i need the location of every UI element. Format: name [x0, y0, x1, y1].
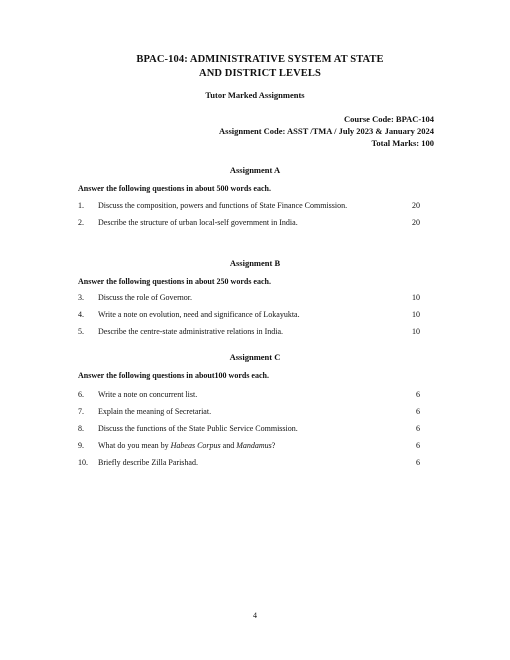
question-row — [78, 406, 430, 418]
question-text: Write a note on concurrent list. — [98, 390, 198, 399]
question-number: 6. — [78, 390, 84, 399]
question-number: 2. — [78, 218, 84, 227]
question-number: 9. — [78, 441, 84, 450]
total-marks: Total Marks: 100 — [371, 138, 434, 148]
question-text-italic: Mandamus — [236, 441, 272, 450]
question-marks: 6 — [416, 458, 420, 467]
section-instruction-a: Answer the following questions in about 500 words each. — [78, 184, 271, 193]
question-text: Describe the structure of urban local-self government in India. — [98, 218, 298, 227]
question-number: 7. — [78, 407, 84, 416]
question-text-part: and — [220, 441, 237, 450]
question-text-italic: Habeas Corpus — [170, 441, 221, 450]
question-number: 1. — [78, 201, 84, 210]
question-marks: 20 — [412, 201, 420, 210]
course-code: Course Code: BPAC-104 — [343, 114, 434, 124]
question-text: Discuss the role of Governor. — [98, 293, 192, 302]
question-marks: 6 — [416, 390, 420, 399]
section-heading-a: Assignment A — [229, 165, 281, 175]
question-number: 3. — [78, 293, 84, 302]
title-line-2: AND DISTRICT LEVELS — [199, 68, 321, 79]
question-row — [78, 457, 430, 469]
question-marks: 10 — [412, 293, 420, 302]
question-row — [78, 389, 430, 401]
question-text-part: ? — [271, 441, 276, 450]
question-text: Briefly describe Zilla Parishad. — [98, 458, 198, 467]
section-instruction-b: Answer the following questions in about 250 words each. — [78, 277, 271, 286]
question-row — [78, 292, 430, 304]
section-heading-b: Assignment B — [229, 258, 281, 268]
question-marks: 6 — [416, 441, 420, 450]
page-number: 4 — [253, 611, 257, 620]
question-text: Discuss the composition, powers and functions of State Finance Commission. — [98, 201, 348, 210]
assignment-meta — [219, 113, 434, 149]
question-row — [78, 423, 430, 435]
question-text: Describe the centre-state administrative relations in India. — [98, 327, 284, 336]
question-number: 4. — [78, 310, 84, 319]
question-row — [78, 309, 430, 321]
title-line-1: BPAC-104: ADMINISTRATIVE SYSTEM AT STATE — [136, 54, 384, 65]
question-marks: 10 — [412, 327, 420, 336]
question-row — [78, 217, 430, 229]
question-text-part: What do you mean by — [98, 441, 171, 450]
question-marks: 10 — [412, 310, 420, 319]
document-title — [80, 53, 440, 81]
question-number: 10. — [78, 458, 88, 467]
question-marks: 6 — [416, 424, 420, 433]
question-row — [78, 440, 430, 452]
section-instruction-c: Answer the following questions in about100 words each. — [78, 371, 269, 380]
question-row — [78, 200, 430, 212]
question-text: Explain the meaning of Secretariat. — [98, 407, 212, 416]
section-heading-c: Assignment C — [229, 352, 281, 362]
question-text: Write a note on evolution, need and significance of Lokayukta. — [98, 310, 300, 319]
question-number: 5. — [78, 327, 84, 336]
document-subtitle: Tutor Marked Assignments — [205, 90, 305, 100]
question-marks: 6 — [416, 407, 420, 416]
question-text: Discuss the functions of the State Public Service Commission. — [98, 424, 298, 433]
assignment-code: Assignment Code: ASST /TMA / July 2023 & January 2024 — [219, 126, 434, 136]
question-marks: 20 — [412, 218, 420, 227]
question-text — [98, 440, 275, 452]
question-number: 8. — [78, 424, 84, 433]
question-row — [78, 326, 430, 338]
